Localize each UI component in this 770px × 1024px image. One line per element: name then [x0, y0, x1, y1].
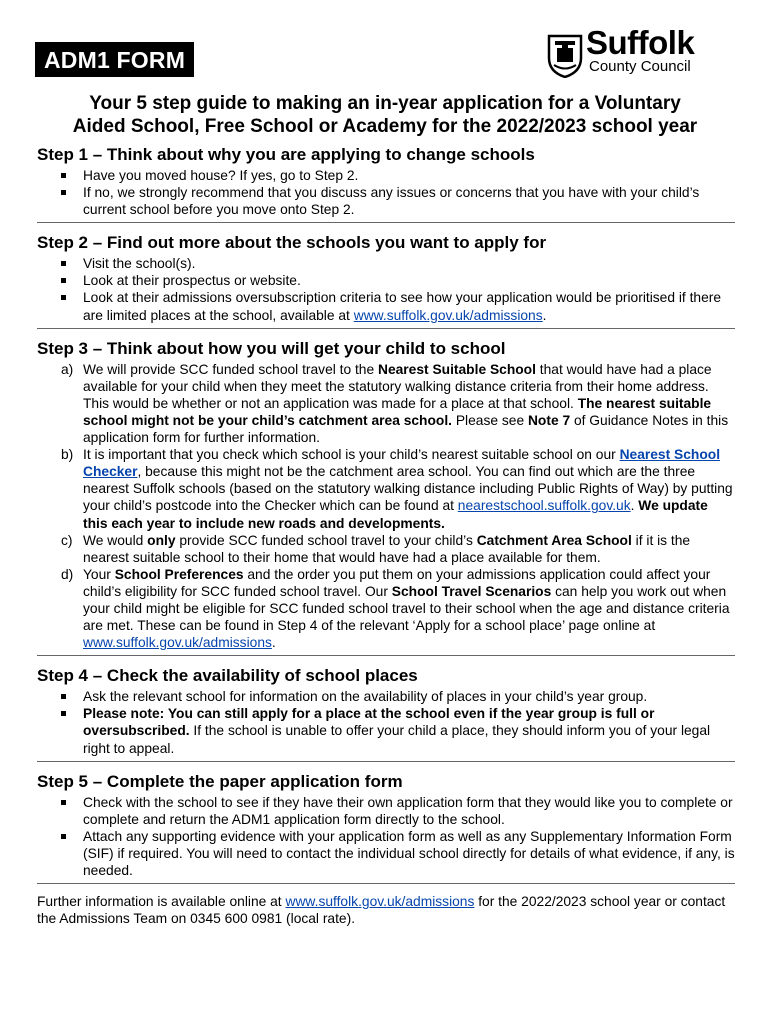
list-item: Please note: You can still apply for a place at the school even if the year group is full or oversubscribed. If the school is unable to offer your child a place, they should inform you of your legal right to appeal.: [37, 705, 735, 756]
admissions-link[interactable]: www.suffolk.gov.uk/admissions: [83, 635, 272, 651]
list-item: b) It is important that you check which school is your child’s nearest suitable school on our Nearest School Checker, because this might not be the catchment area school. You can find out which are the three nearest Suffolk schools (based on the statutory walking distance including Public Rights of Way) by putting your child’s postcode into the Checker which can be found at nearestschool.suffolk.gov.uk. We update this each year to include new roads and developments.: [61, 447, 733, 531]
step-4-heading: Step 4 – Check the availability of school places: [37, 666, 418, 686]
admissions-link[interactable]: www.suffolk.gov.uk/admissions: [285, 894, 475, 910]
list-item: Have you moved house? If yes, go to Step 2.: [37, 167, 735, 184]
list-item: a) We will provide SCC funded school travel to the Nearest Suitable School that would have had a place available for your child when they meet the statutory walking distance criteria from their home address. This would be whether or not an application was made for a place at that school. The nearest suitable school might not be your child’s catchment area school. Please see Note 7 of Guidance Notes in this application form for further information.: [61, 361, 729, 446]
list-item: d) Your School Preferences and the order you put them on your admissions application could affect your child’s eligibility for SCC funded school travel. Our School Travel Scenarios can help you work out when your child might be eligible for SCC funded school travel to their school when the age and distance criteria are met. These can be found in Step 4 of the relevant ‘Apply for a school place’ page online at www.suffolk.gov.uk/admissions.: [61, 566, 730, 651]
crest-icon: [546, 32, 584, 78]
logo-name: Suffolk: [586, 24, 695, 61]
logo-subtitle: County Council: [589, 58, 691, 75]
nearest-school-checker-link[interactable]: Nearest School Checker: [83, 447, 721, 480]
step-5-heading: Step 5 – Complete the paper application form: [37, 771, 403, 791]
list-item: c) We would only provide SCC funded school travel to your child’s Catchment Area School if it is the nearest suitable school to their home that would have had a place available for them.: [61, 532, 691, 565]
title-line-2: Aided School, Free School or Academy for the 2022/2023 school year: [72, 116, 698, 137]
list-item: Look at their prospectus or website.: [37, 272, 735, 289]
step-4: [37, 665, 735, 761]
list-item: Check with the school to see if they have their own application form that they would like you to complete or complete and return the ADM1 application form directly to the school.: [37, 794, 735, 828]
title-line-1: Your 5 step guide to making an in-year application for a Voluntary: [89, 93, 681, 114]
list-item: Attach any supporting evidence with your application form as well as any Supplementary Information Form (SIF) if required. You will need to contact the individual school directly for details of what evidence, if any, is needed.: [37, 828, 735, 879]
list-item: Ask the relevant school for information on the availability of places in your child’s year group.: [37, 688, 735, 705]
guide-content: [37, 144, 735, 927]
nearestschool-link[interactable]: nearestschool.suffolk.gov.uk: [457, 498, 631, 514]
step-5: [37, 771, 735, 884]
list-item: If no, we strongly recommend that you discuss any issues or concerns that you have with your child’s current school before you move onto Step 2.: [37, 184, 735, 218]
step-2: [37, 232, 735, 328]
step-3-heading: Step 3 – Think about how you will get your child to school: [37, 338, 506, 358]
step-3: [37, 338, 735, 657]
list-item: Look at their admissions oversubscription criteria to see how your application would be prioritised if there are limited places at the school, available at www.suffolk.gov.uk/admissions.: [37, 289, 735, 323]
step-2-heading: Step 2 – Find out more about the schools you want to apply for: [37, 233, 547, 253]
suffolk-logo: [546, 24, 726, 82]
admissions-link[interactable]: www.suffolk.gov.uk/admissions: [353, 307, 543, 323]
footer-note: Further information is available online at www.suffolk.gov.uk/admissions for the 2022/2023 school year or contact the Admissions Team on 0345 600 0981 (local rate).: [37, 894, 726, 927]
step-1-heading: Step 1 – Think about why you are applying to change schools: [37, 145, 535, 164]
form-badge: ADM1 FORM: [35, 42, 194, 77]
page-title: [0, 92, 770, 138]
step-1: [37, 144, 735, 223]
list-item: Visit the school(s).: [37, 255, 735, 272]
